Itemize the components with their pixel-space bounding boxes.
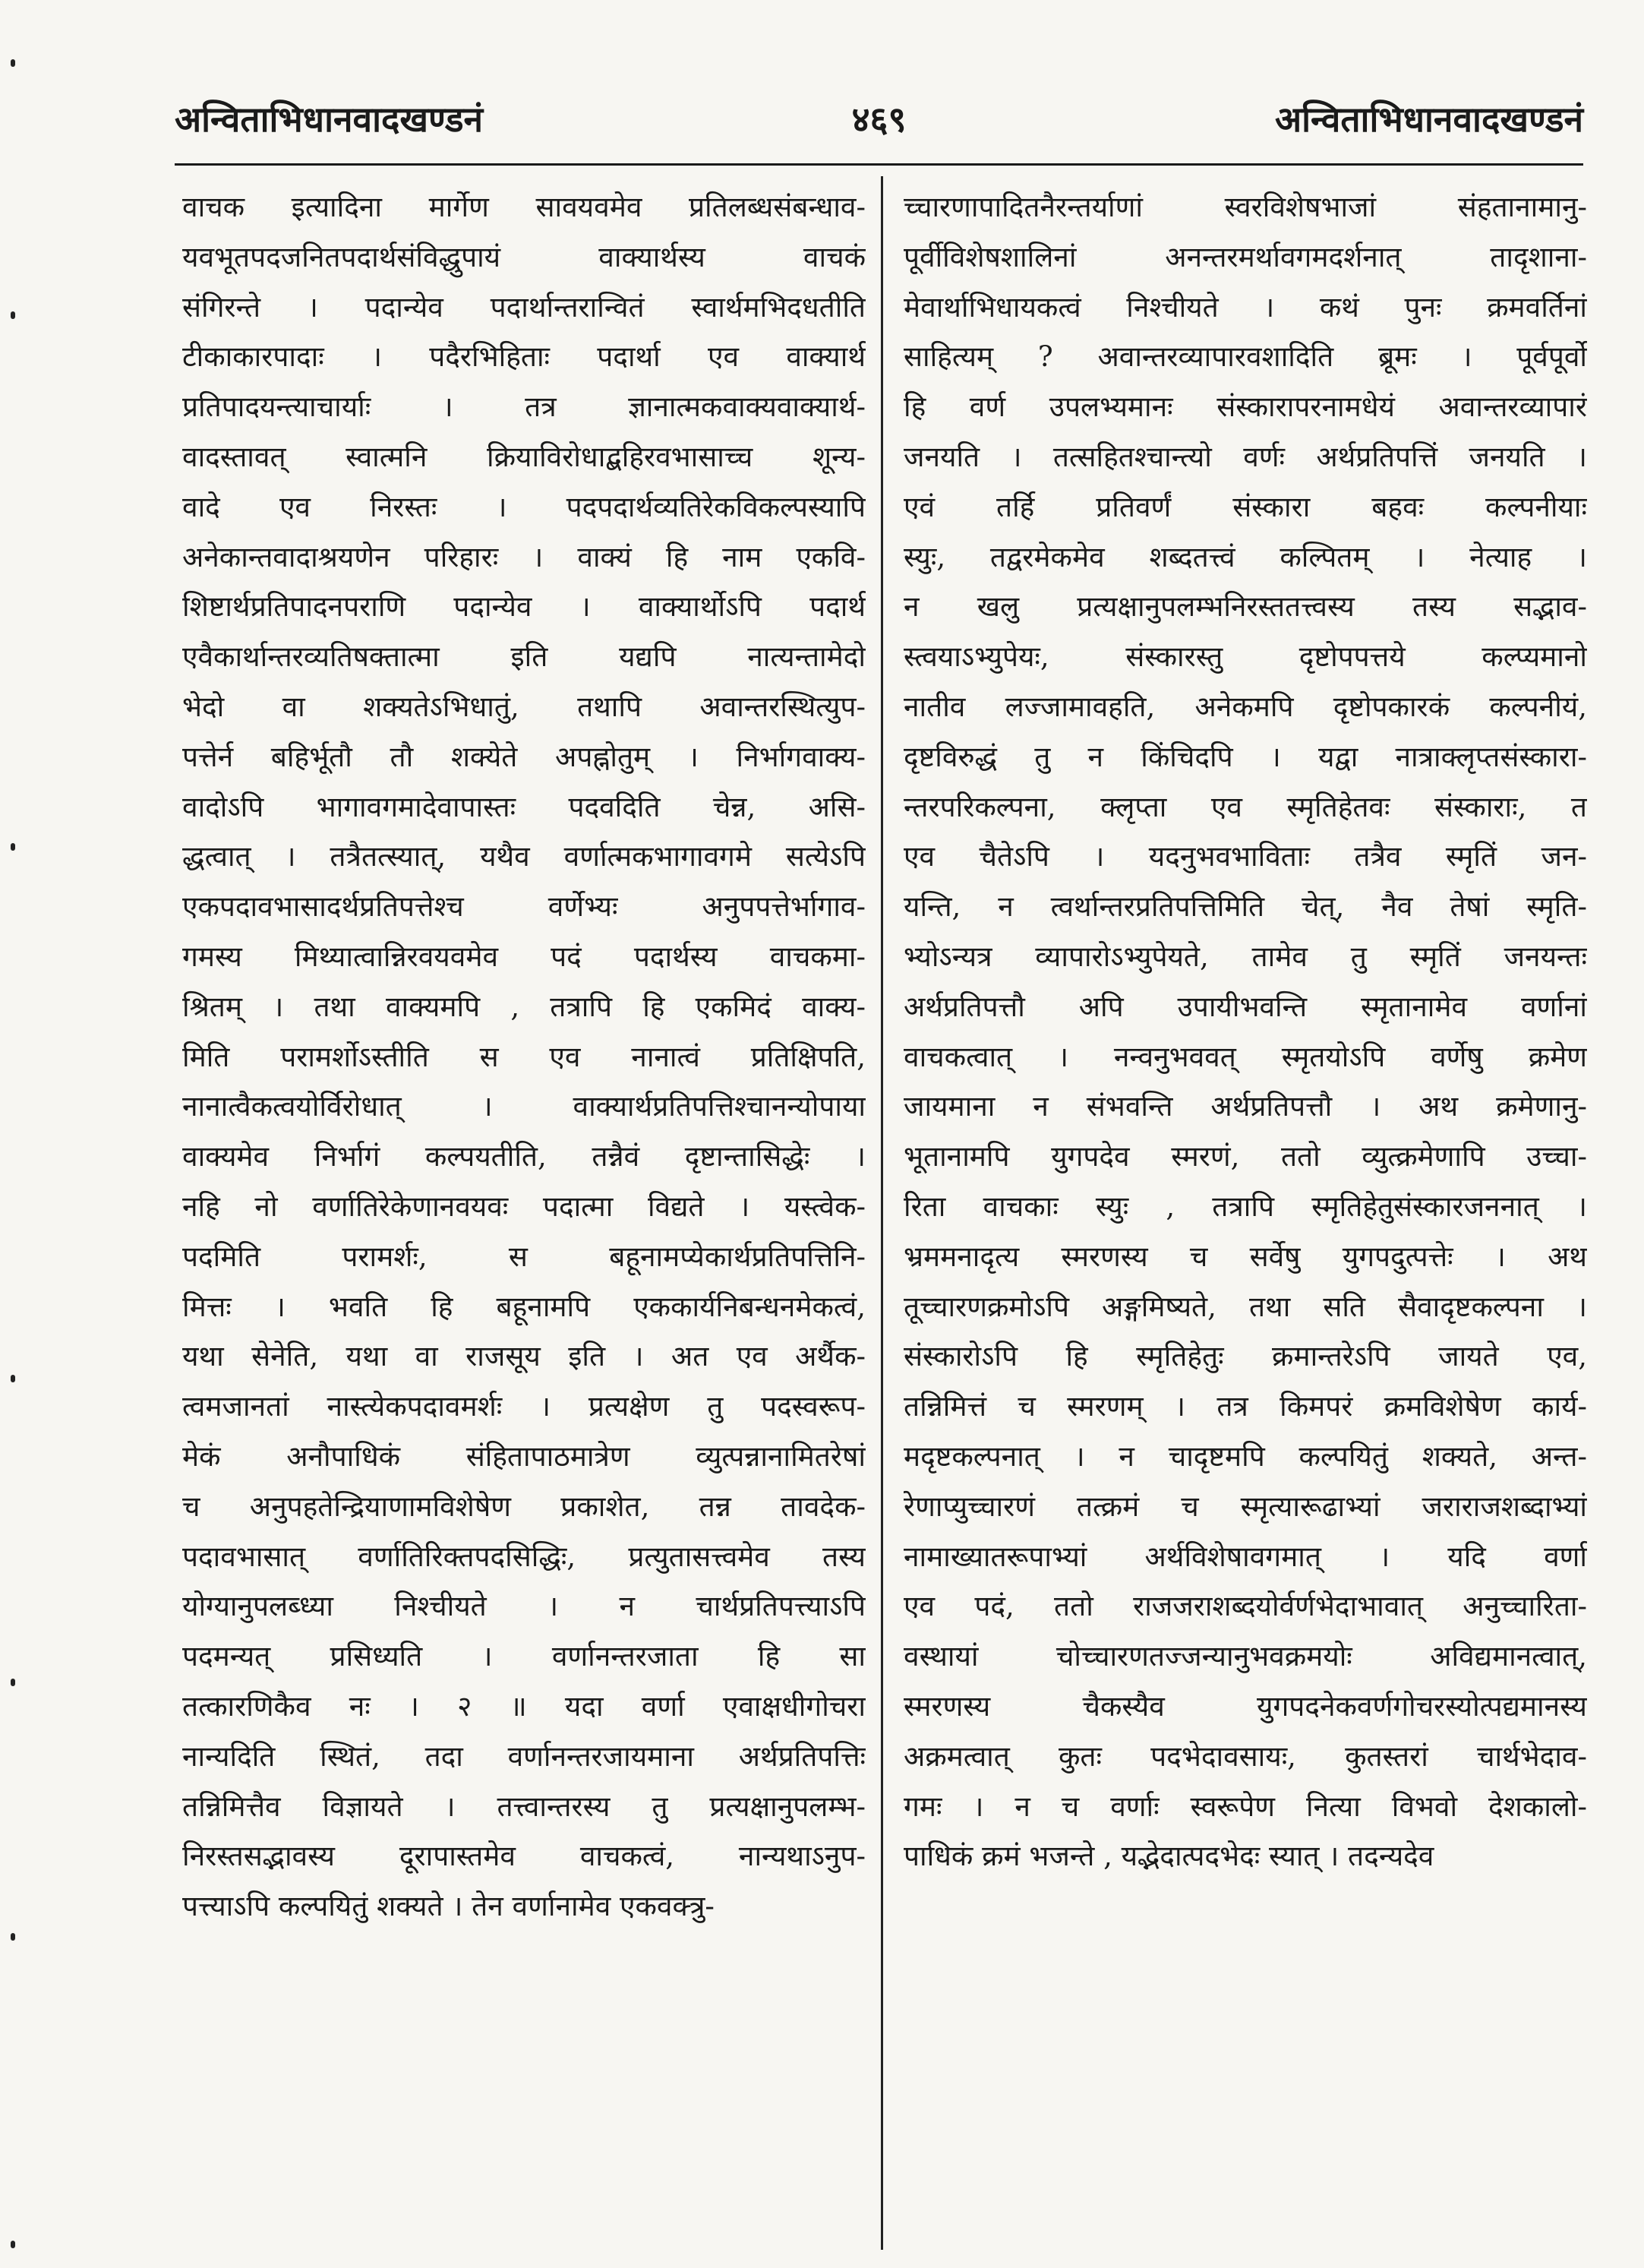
header-title-left: अन्विताभिधानवादखण्डनं <box>175 99 484 140</box>
text-line: यवभूतपदजनितपदार्थसंविद्धुपायं वाक्यार्थस्य वाचकं <box>182 240 866 273</box>
text-line: च अनुपहतेन्द्रियाणामविशेषेण प्रकाशेत, तन्न तावदेक- <box>182 1489 866 1523</box>
scan-mark <box>11 59 15 67</box>
text-line: स्मरणस्य चैकस्यैव युगपदनेकवर्णगोचरस्योत्पद्यमानस्य <box>904 1689 1587 1723</box>
text-line: तन्निमित्तं च स्मरणम् । तत्र किमपरं क्रमविशेषेण कार्य- <box>904 1390 1587 1423</box>
text-line: पाधिकं क्रमं भजन्ते , यद्भेदात्पदभेदः स्यात् । तदन्यदेव <box>904 1840 1434 1873</box>
text-line: नहि नो वर्णातिरेकेणानवयवः पदात्मा विद्यते । यस्त्वेक- <box>182 1189 866 1223</box>
text-line: न खलु प्रत्यक्षानुपलम्भनिरस्ततत्त्वस्य तस्य सद्भाव- <box>904 590 1587 624</box>
running-header <box>175 95 1583 156</box>
text-line: भूतानामपि युगपदेव स्मरणं, ततो व्युत्क्रमेणापि उच्चा- <box>904 1140 1587 1173</box>
text-line: एवं तर्हि प्रतिवर्णं संस्कारा बहवः कल्पनीयाः <box>904 490 1587 523</box>
text-line: स्युः, तद्वरमेकमेव शब्दतत्त्वं कल्पितम् । नेत्याह । <box>904 540 1587 573</box>
text-line: मदृष्टकल्पनात् । न चादृष्टमपि कल्पयितुं शक्यते, अन्त- <box>904 1439 1587 1473</box>
right-column <box>904 182 1587 1881</box>
text-line: भेदो वा शक्यतेऽभिधातुं, तथापि अवान्तरस्थित्युप- <box>182 690 866 723</box>
text-line: यन्ति, न त्वर्थान्तरप्रतिपत्तिमिति चेत्, नैव तेषां स्मृति- <box>904 890 1587 924</box>
text-line: वादे एव निरस्तः । पदपदार्थव्यतिरेकविकल्पस्यापि <box>182 490 866 523</box>
text-line: एव चैतेऽपि । यदनुभवभाविताः तत्रैव स्मृतिं जन- <box>904 840 1587 873</box>
header-rule <box>175 163 1583 166</box>
text-line: जायमाना न संभवन्ति अर्थप्रतिपत्तौ । अथ क्रमेणानु- <box>904 1090 1587 1123</box>
text-line: श्रितम् । तथा वाक्यमपि , तत्रापि हि एकमिदं वाक्य- <box>182 990 866 1023</box>
text-line: गमस्य मिथ्यात्वान्निरवयवमेव पदं पदार्थस्य वाचकमा- <box>182 940 866 973</box>
text-line: अनेकान्तवादाश्रयणेन परिहारः । वाक्यं हि नाम एकवि- <box>182 540 866 573</box>
text-line: एव पदं, ततो राजजराशब्दयोर्वर्णभेदाभावात् अनुच्चारिता- <box>904 1590 1587 1623</box>
page-number: ४६९ <box>851 99 907 140</box>
text-line: संस्कारोऽपि हि स्मृतिहेतुः क्रमान्तरेऽपि जायते एव, <box>904 1340 1587 1373</box>
scan-mark <box>11 843 15 851</box>
text-line: स्त्वयाऽभ्युपेयः, संस्कारस्तु दृष्टोपपत्तये कल्प्यमानो <box>904 640 1587 674</box>
text-line: गमः । न च वर्णाः स्वरूपेण नित्या विभवो देशकालो- <box>904 1789 1587 1823</box>
text-line: एवैकार्थान्तरव्यतिषक्तात्मा इति यद्यपि नात्यन्तामेदो <box>182 640 866 674</box>
scan-mark <box>11 1375 15 1382</box>
text-line: भ्योऽन्यत्र व्यापारोऽभ्युपेयते, तामेव तु स्मृतिं जनयन्तः <box>904 940 1587 973</box>
text-line: रेणाप्युच्चारणं तत्क्रमं च स्मृत्यारूढाभ्यां जराराजशब्दाभ्यां <box>904 1489 1587 1523</box>
text-line: संगिरन्ते । पदान्येव पदार्थान्तरान्वितं स्वार्थमभिदधतीति <box>182 290 866 324</box>
text-line: अक्रमत्वात् कुतः पदभेदावसायः, कुतस्तरां चार्थभेदाव- <box>904 1739 1587 1773</box>
text-line: तत्कारणिकैव नः । २ ॥ यदा वर्णा एवाक्षधीगोचरा <box>182 1689 866 1723</box>
text-line: मेकं अनौपाधिकं संहितापाठमात्रेण व्युत्पन्नानामितरेषां <box>182 1439 866 1473</box>
text-line: तन्निमित्तैव विज्ञायते । तत्त्वान्तरस्य तु प्रत्यक्षानुपलम्भ- <box>182 1789 866 1823</box>
text-line: पदमिति परामर्शः, स बहूनामप्येकार्थप्रतिपत्तिनि- <box>182 1240 866 1273</box>
header-title-right: अन्विताभिधानवादखण्डनं <box>1274 99 1583 140</box>
text-line: वस्थायां चोच्चारणतज्जन्यानुभवक्रमयोः अविद्यमानत्वात्, <box>904 1640 1587 1673</box>
text-line: नानात्वैकत्वयोर्विरोधात् । वाक्यार्थप्रतिपत्तिश्चानन्योपाया <box>182 1090 866 1123</box>
text-line: पदमन्यत् प्रसिध्यति । वर्णानन्तरजाता हि सा <box>182 1640 866 1673</box>
text-line: नामाख्यातरूपाभ्यां अर्थविशेषावगमात् । यदि वर्णा <box>904 1540 1587 1573</box>
text-line: निरस्तसद्भावस्य दूरापास्तमेव वाचकत्वं, नान्यथाऽनुप- <box>182 1840 866 1873</box>
text-line: त्वमजानतां नास्त्येकपदावमर्शः । प्रत्यक्षेण तु पदस्वरूप- <box>182 1390 866 1423</box>
text-line: प्रतिपादयन्त्याचार्याः । तत्र ज्ञानात्मकवाक्यवाक्यार्थ- <box>182 390 866 424</box>
text-line: वादोऽपि भागावगमादेवापास्तः पदवदिति चेन्न, असि- <box>182 790 866 823</box>
text-line: यथा सेनेति, यथा वा राजसूय इति । अत एव अर्थैक- <box>182 1340 866 1373</box>
text-line: एकपदावभासादर्थप्रतिपत्तेश्च वर्णेभ्यः अनुपपत्तेर्भागाव- <box>182 890 866 924</box>
text-line: साहित्यम् ? अवान्तरव्यापारवशादिति ब्रूमः । पूर्वपूर्वो <box>904 340 1587 374</box>
text-line: द्धत्वात् । तत्रैतत्स्यात्, यथैव वर्णात्मकभागावगमे सत्येऽपि <box>182 840 866 873</box>
text-line: नान्यदिति स्थितं, तदा वर्णानन्तरजायमाना अर्थप्रतिपत्तिः <box>182 1739 866 1773</box>
column-divider <box>881 176 883 2250</box>
text-line: पदावभासात् वर्णातिरिक्तपदसिद्धिः, प्रत्युतासत्त्वमेव तस्य <box>182 1540 866 1573</box>
text-line: रिता वाचकाः स्युः , तत्रापि स्मृतिहेतुसंस्कारजननात् । <box>904 1189 1587 1223</box>
text-line: हि वर्ण उपलभ्यमानः संस्कारापरनामधेयं अवान्तरव्यापारं <box>904 390 1587 424</box>
text-line: टीकाकारपादाः । पदैरभिहिताः पदार्था एव वाक्यार्थ <box>182 340 866 374</box>
scan-mark <box>11 1679 15 1686</box>
text-line: मित्तः । भवति हि बहूनामपि एककार्यनिबन्धनमेकत्वं, <box>182 1290 866 1323</box>
text-line: वादस्तावत् स्वात्मनि क्रियाविरोधाद्बहिरवभासाच्च शून्य- <box>182 440 866 473</box>
text-line: मिति परामर्शोऽस्तीति स एव नानात्वं प्रतिक्षिपति, <box>182 1040 866 1073</box>
text-line: च्चारणापादितनैरन्तर्याणां स्वरविशेषभाजां संहतानामानु- <box>904 191 1587 223</box>
text-line: अर्थप्रतिपत्तौ अपि उपायीभवन्ति स्मृतानामेव वर्णानां <box>904 990 1587 1023</box>
text-line: भ्रममनादृत्य स्मरणस्य च सर्वेषु युगपदुत्पत्तेः । अथ <box>904 1240 1587 1273</box>
text-line: शिष्टार्थप्रतिपादनपराणि पदान्येव । वाक्यार्थोऽपि पदार्थ <box>182 590 866 624</box>
text-line: योग्यानुपलब्ध्या निश्चीयते । न चार्थप्रतिपत्त्याऽपि <box>182 1590 866 1623</box>
text-line: न्तरपरिकल्पना, क्लृप्ता एव स्मृतिहेतवः संस्काराः, त <box>904 790 1587 823</box>
text-line: मेवार्थाभिधायकत्वं निश्चीयते । कथं पुनः क्रमवर्तिनां <box>904 290 1587 324</box>
text-line: जनयति । तत्सहितश्चान्त्यो वर्णः अर्थप्रतिपत्तिं जनयति । <box>904 440 1587 473</box>
text-line: पत्त्याऽपि कल्पयितुं शक्यते । तेन वर्णानामेव एकवक्त्रु- <box>182 1890 715 1923</box>
text-line: पूर्वीविशेषशालिनां अनन्तरमर्थावगमदर्शनात् तादृशाना- <box>904 240 1587 273</box>
text-line: नातीव लज्जामावहति, अनेकमपि दृष्टोपकारकं कल्पनीयं, <box>904 690 1587 723</box>
scan-mark <box>11 1933 15 1941</box>
text-line: वाचकत्वात् । नन्वनुभववत् स्मृतयोऽपि वर्णेषु क्रमेण <box>904 1040 1587 1073</box>
left-column <box>182 182 866 1932</box>
text-line: दृष्टविरुद्धं तु न किंचिदपि । यद्वा नात्राक्लृप्तसंस्कारा- <box>904 740 1587 773</box>
text-line: पत्तेर्न बहिर्भूतौ तौ शक्येते अपह्नोतुम् । निर्भागवाक्य- <box>182 740 866 773</box>
scan-mark <box>11 2241 15 2248</box>
text-line: तूच्चारणक्रमोऽपि अङ्गमिष्यते, तथा सति सैवादृष्टकल्पना । <box>904 1290 1587 1323</box>
text-line: वाक्यमेव निर्भागं कल्पयतीति, तन्नैवं दृष्टान्तासिद्धेः । <box>182 1140 866 1173</box>
text-line: वाचक इत्यादिना मार्गेण सावयवमेव प्रतिलब्धसंबन्धाव- <box>182 191 866 223</box>
scan-mark <box>11 311 15 319</box>
